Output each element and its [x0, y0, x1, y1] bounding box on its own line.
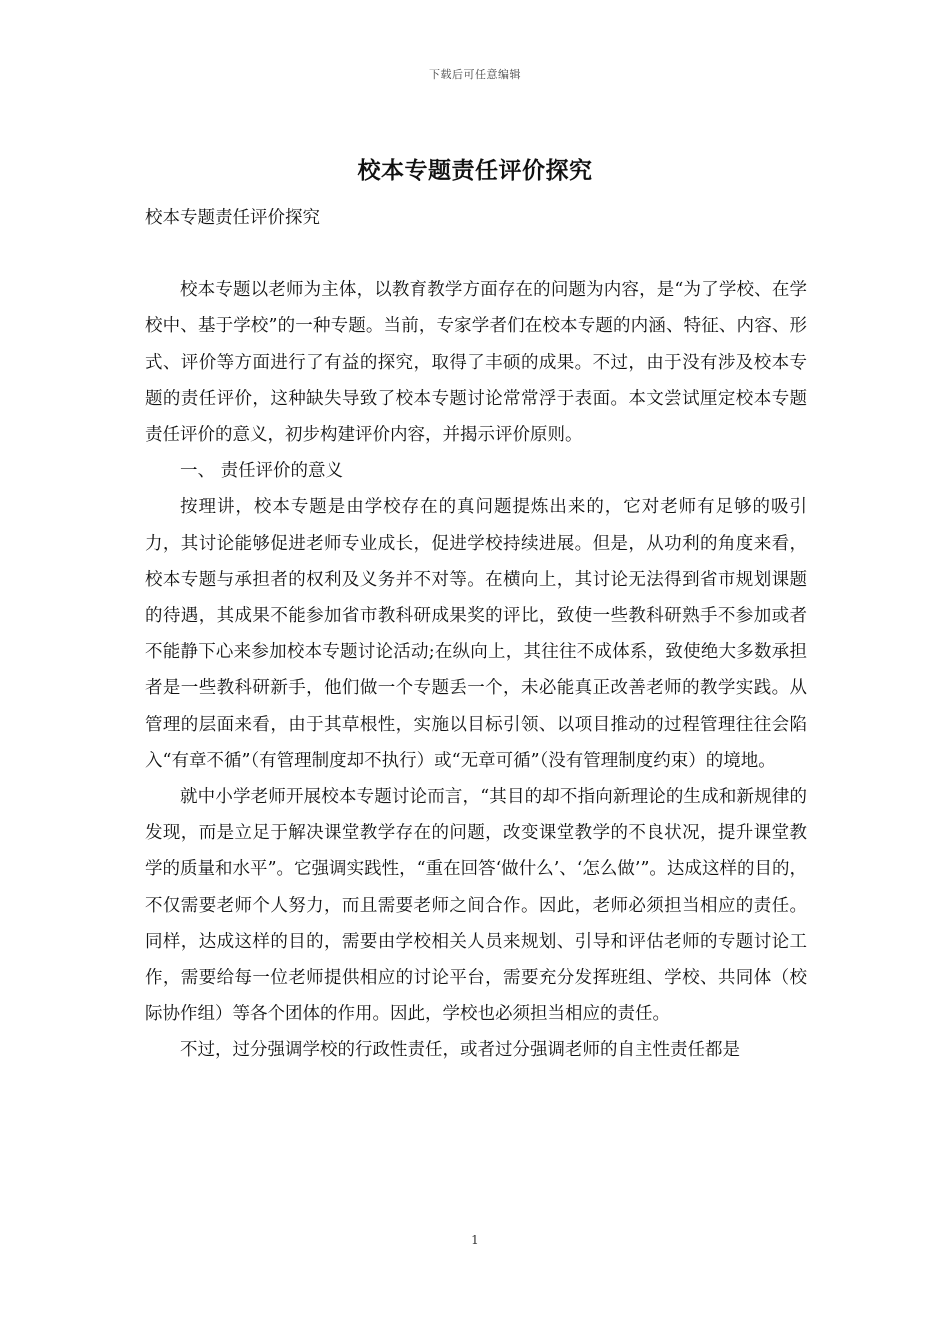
- paragraph-intro: 校本专题以老师为主体，以教育教学方面存在的问题为内容，是“为了学校、在学校中、基于学校”的一种专题。当前，专家学者们在校本专题的内涵、特征、内容、形式、评价等方面进行了有益的探究，取得了丰硕的成果。不过，由于没有涉及校本专题的责任评价，这种缺失导致了校本专题讨论常常浮于表面。本文尝试厘定校本专题责任评价的意义，初步构建评价内容，并揭示评价原则。: [145, 280, 807, 446]
- header-note: 下载后可任意编辑: [429, 68, 521, 81]
- paragraph-4: 不过，过分强调学校的行政性责任，或者过分强调老师的自主性责任都是: [180, 1040, 740, 1061]
- section-heading-1: 一、 责任评价的意义: [180, 461, 344, 482]
- page-number: 1: [471, 1233, 479, 1247]
- document-subtitle: 校本专题责任评价探究: [145, 208, 320, 228]
- paragraph-3: 就中小学老师开展校本专题讨论而言，“其目的却不指向新理论的生成和新规律的发现，而是立足于解决课堂教学存在的问题，改变课堂教学的不良状况，提升课堂教学的质量和水平”。它强调实践性，“重在回答‘做什么’、‘怎么做’”。达成这样的目的，不仅需要老师个人努力，而且需要老师之间合作。因此，老师必须担当相应的责任。同样，达成这样的目的，需要由学校相关人员来规划、引导和评估老师的专题讨论工作，需要给每一位老师提供相应的讨论平台，需要充分发挥班组、学校、共同体（校际协作组）等各个团体的作用。因此，学校也必须担当相应的责任。: [145, 787, 807, 1025]
- document-body: [145, 200, 807, 1069]
- document-title: 校本专题责任评价探究: [357, 157, 593, 184]
- paragraph-2: 按理讲，校本专题是由学校存在的真问题提炼出来的，它对老师有足够的吸引力，其讨论能够促进老师专业成长，促进学校持续进展。但是，从功利的角度来看，校本专题与承担者的权利及义务并不对等。在横向上，其讨论无法得到省市规划课题的待遇，其成果不能参加省市教科研成果奖的评比，致使一些教科研熟手不参加或者不能静下心来参加校本专题讨论活动;在纵向上，其往往不成体系，致使绝大多数承担者是一些教科研新手，他们做一个专题丢一个，未必能真正改善老师的教学实践。从管理的层面来看，由于其草根性，实施以目标引领、以项目推动的过程管理往往会陷入“有章不循”（有管理制度却不执行）或“无章可循”（没有管理制度约束）的境地。: [145, 497, 807, 771]
